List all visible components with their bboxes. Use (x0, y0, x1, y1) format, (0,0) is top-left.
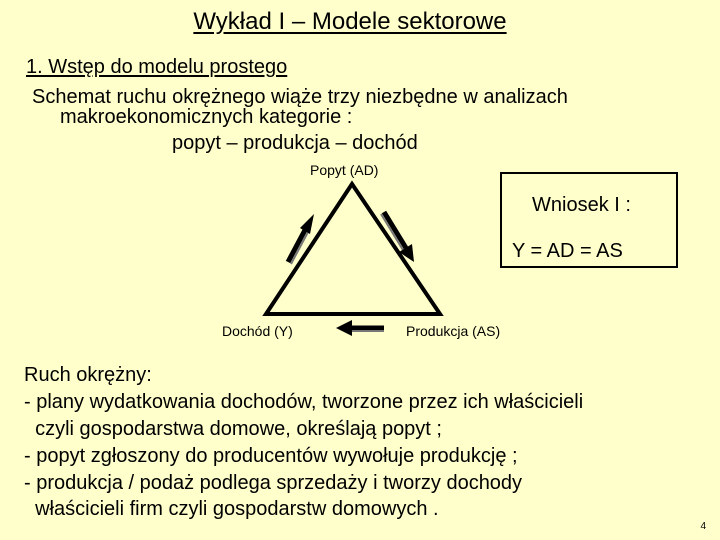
arrow-income-to-demand-icon (288, 214, 314, 264)
body-line-4: - popyt zgłoszony do producentów wywołuje produkcję ; (24, 445, 518, 467)
conclusion-box (500, 172, 678, 268)
conclusion-heading: Wniosek I : (532, 194, 631, 216)
intro-line-3: popyt – produkcja – dochód (172, 132, 418, 154)
conclusion-formula: Y = AD = AS (512, 240, 623, 262)
label-income: Dochód (Y) (222, 323, 293, 339)
intro-line-1: Schemat ruchu okrężnego wiąże trzy niezbędne w analizach (32, 86, 568, 108)
body-line-3: czyli gospodarstwa domowe, określają popyt ; (24, 418, 442, 440)
section-heading: 1. Wstęp do modelu prostego (26, 56, 288, 78)
body-line-5: - produkcja / podaż podlega sprzedaży i tworzy dochody (24, 472, 523, 494)
intro-line-2: makroekonomicznych kategorie : (60, 106, 353, 128)
label-demand: Popyt (AD) (310, 162, 379, 178)
body-line-2: - plany wydatkowania dochodów, tworzone przez ich właścicieli (24, 391, 584, 413)
label-production: Produkcja (AS) (406, 323, 501, 339)
page-number: 4 (700, 521, 706, 532)
body-line-6: właścicieli firm czyli gospodarstw domowych . (24, 498, 439, 520)
body-line-1: Ruch okrężny: (24, 364, 152, 386)
arrow-production-to-income-icon (336, 320, 384, 336)
page-title: Wykład I – Modele sektorowe (193, 8, 507, 35)
